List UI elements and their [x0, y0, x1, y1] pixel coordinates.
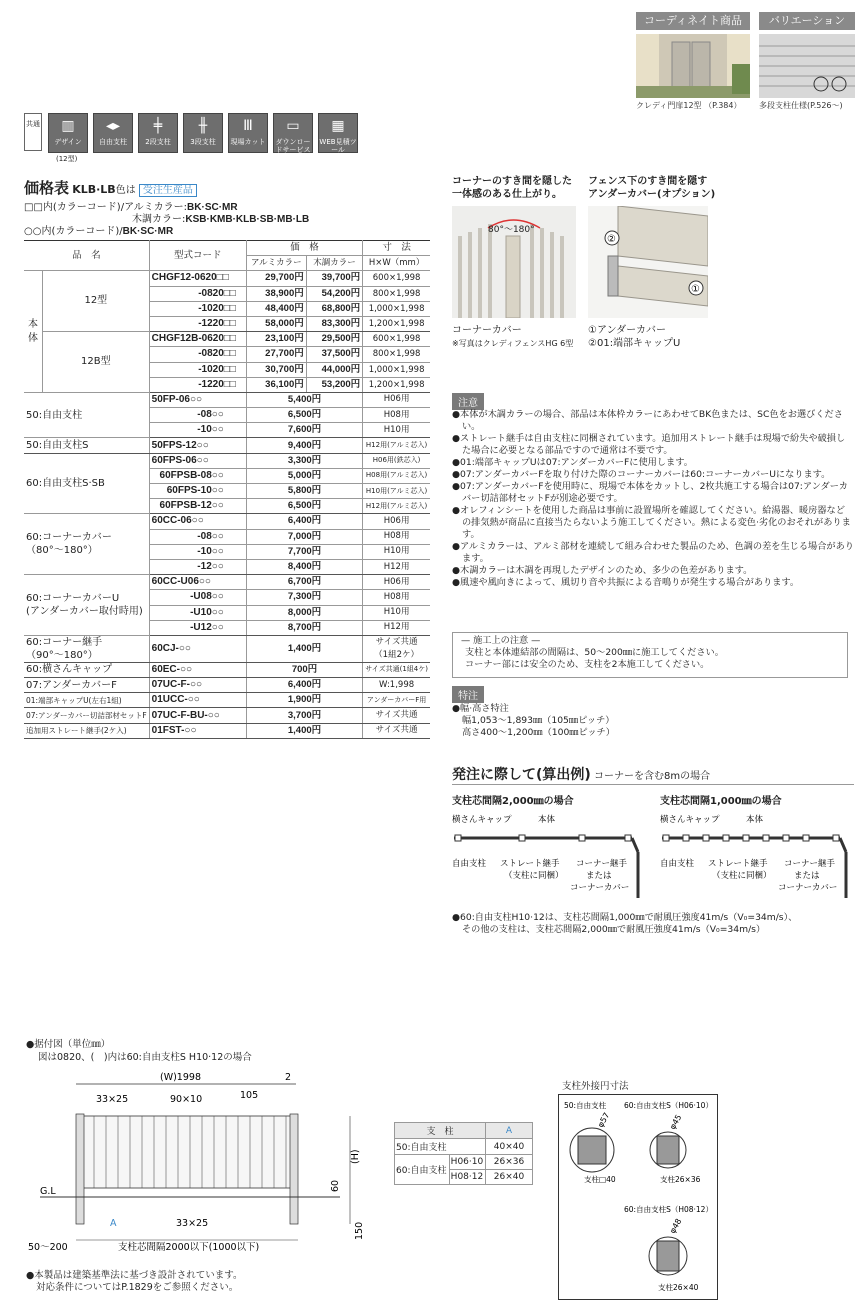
construction-box-line-2: コーナー部には安全のため、支柱を2本施工してください。	[465, 659, 710, 670]
table-row	[24, 392, 430, 407]
table-row	[24, 693, 430, 708]
corner-cover-label: コーナーカバー	[452, 325, 522, 336]
group-name: 60:横さんキャップ	[24, 662, 149, 677]
size: 1,200×1,998	[363, 316, 430, 331]
caution-item: ●木調カラーは木調を再現したデザインのため、多少の色差があります。	[452, 565, 753, 576]
caution-item: ●ストレート継手は自由支柱に同梱されています。追加用ストレート継手は現場で紛失や破損した場合に必要となる部品ですので通常は不要です。	[452, 433, 846, 456]
feature-label: 現場カット	[230, 138, 266, 146]
svg-text:(H): (H)	[350, 1149, 361, 1164]
size: サイズ共通	[363, 708, 430, 723]
model-code: CHGF12B-0620□□	[149, 332, 246, 347]
price-wood: 53,200円	[306, 377, 362, 392]
under-cover-label-1: ①アンダーカバー	[588, 325, 666, 336]
size: 1,200×1,998	[363, 377, 430, 392]
svg-text:コーナーカバー: コーナーカバー	[778, 883, 838, 893]
model-code: -1220□□	[149, 377, 246, 392]
svg-text:自由支柱: 自由支柱	[452, 859, 487, 869]
price: 8,400円	[246, 559, 362, 574]
model-code: 60EC-○○	[149, 662, 246, 677]
feature-label: 2段支柱	[145, 138, 171, 146]
price: 5,000円	[246, 468, 362, 483]
size: 600×1,998	[363, 271, 430, 286]
svg-text:60: 60	[330, 1179, 341, 1192]
table-row	[24, 271, 430, 286]
price-alumi: 30,700円	[246, 362, 306, 377]
construction-box-title: — 施工上の注意 —	[461, 635, 541, 646]
price-wood: 44,000円	[306, 362, 362, 377]
svg-text:コーナー継手: コーナー継手	[784, 859, 836, 869]
header-alumi: アルミカラー	[246, 256, 306, 271]
group-name: 追加用ストレート継手(2ケ入)	[24, 723, 149, 738]
size: H08用	[363, 590, 430, 605]
model-code: -0820□□	[149, 347, 246, 362]
post-table: 支 柱 A 50:自由支柱 40×40 60:自由支柱 H06·10 26×36 H08·12 26×40	[394, 1122, 533, 1185]
group-name: 50:自由支柱S	[24, 438, 149, 453]
install-head: ●据付図（単位㎜）	[26, 1039, 111, 1050]
model-code: -10○○	[149, 423, 246, 438]
header-code: 型式コード	[149, 241, 246, 271]
table-row	[24, 708, 430, 723]
model-code: 60CC-06○○	[149, 514, 246, 529]
group-name: 01:端部キャップU(左右1組)	[24, 693, 149, 708]
install-sub: 図は0820、( )内は60:自由支柱S H10·12の場合	[38, 1052, 252, 1063]
svg-text:ストレート継手: ストレート継手	[708, 859, 768, 869]
model-code: 60CJ-○○	[149, 635, 246, 662]
price-alumi: 27,700円	[246, 347, 306, 362]
order-right-head: 支柱芯間隔1,000㎜の場合	[660, 796, 782, 807]
feature-label: デザイン	[54, 138, 82, 146]
svg-text:横さんキャップ: 横さんキャップ	[452, 815, 512, 825]
under-mark-1: ①	[691, 284, 700, 295]
price: 8,000円	[246, 605, 362, 620]
svg-text:(W)1998: (W)1998	[160, 1072, 201, 1083]
price-alumi: 48,400円	[246, 301, 306, 316]
made-to-order-badge: 受注生産品	[139, 184, 197, 197]
body-label: 本体	[24, 271, 43, 393]
size: H08用	[363, 408, 430, 423]
svg-text:コーナー継手: コーナー継手	[576, 859, 628, 869]
price-title-models: KLB·LB	[72, 183, 116, 196]
price: 7,300円	[246, 590, 362, 605]
svg-text:φ48: φ48	[667, 1217, 684, 1235]
group-name: 12型	[43, 271, 150, 332]
price: 6,400円	[246, 514, 362, 529]
price: 1,400円	[246, 723, 362, 738]
table-row	[24, 678, 430, 693]
feature-icon-0	[48, 113, 88, 153]
svg-text:ストレート継手: ストレート継手	[500, 859, 560, 869]
corner-angle: 80°〜180°	[488, 225, 535, 235]
model-code: 07UC-F-○○	[149, 678, 246, 693]
feature-label: ダウンロードサービス	[275, 138, 311, 154]
order-subtitle: コーナーを含む8mの場合	[593, 771, 711, 782]
coordinate-header: コーディネイト商品	[636, 12, 750, 30]
svg-text:A: A	[110, 1218, 117, 1229]
table-row	[24, 723, 430, 738]
feature-icon-3	[183, 113, 223, 153]
feature-label: 3段支柱	[190, 138, 216, 146]
construction-box-line-1: 支柱と本体連結部の間隔は、50〜200㎜に施工してください。	[465, 647, 724, 658]
table-row	[24, 662, 430, 677]
caution-tag: 注意	[452, 393, 484, 410]
svg-text:（支柱に同梱）: （支柱に同梱）	[712, 871, 772, 881]
price: 1,900円	[246, 693, 362, 708]
construction-box	[452, 632, 848, 678]
header-price: 価 格	[246, 241, 362, 256]
table-row	[24, 514, 430, 529]
install-foot: ●本製品は建築基準法に基づき設計されています。 対応条件についてはP.1829をご参照ください。	[26, 1270, 243, 1293]
feature-icon-5	[273, 113, 313, 153]
price-wood: 39,700円	[306, 271, 362, 286]
price: 5,800円	[246, 484, 362, 499]
model-code: -1220□□	[149, 316, 246, 331]
model-code: 60FPS-06○○	[149, 453, 246, 468]
header-wood: 木調カラー	[306, 256, 362, 271]
feature-glyph-icon: ▥	[61, 118, 75, 134]
svg-text:または: または	[794, 871, 820, 881]
size: H10用	[363, 544, 430, 559]
svg-text:または: または	[586, 871, 612, 881]
model-code: 01FST-○○	[149, 723, 246, 738]
svg-text:2: 2	[285, 1072, 292, 1083]
corner-title: コーナーのすき間を隠した 一体感のある仕上がり。	[452, 176, 572, 200]
size: サイズ共通 （1組2ケ）	[363, 635, 430, 662]
svg-text:本体: 本体	[538, 815, 556, 825]
price-table	[24, 240, 430, 739]
price: 3,300円	[246, 453, 362, 468]
price: 3,700円	[246, 708, 362, 723]
size: サイズ共通(1組4ケ)	[363, 662, 430, 677]
model-code: -U10○○	[149, 605, 246, 620]
svg-text:60:自由支柱S（H08·12）: 60:自由支柱S（H08·12）	[624, 1205, 713, 1214]
size: 600×1,998	[363, 332, 430, 347]
svg-text:105: 105	[240, 1090, 259, 1101]
svg-text:50:自由支柱: 50:自由支柱	[564, 1101, 607, 1110]
order-diagram	[448, 808, 858, 910]
model-code: 60FPS-10○○	[149, 484, 246, 499]
price-wood: 68,800円	[306, 301, 362, 316]
common-label: 共通	[24, 113, 42, 151]
group-name: 07:アンダーカバーF	[24, 678, 149, 693]
price-alumi: 38,900円	[246, 286, 306, 301]
svg-text:60:自由支柱S（H06·10）: 60:自由支柱S（H06·10）	[624, 1101, 713, 1110]
price-alumi: 36,100円	[246, 377, 306, 392]
feature-label: WEB見積ツール	[319, 138, 357, 154]
size: 1,000×1,998	[363, 301, 430, 316]
size: H12用	[363, 559, 430, 574]
circle-title: 支柱外接円寸法	[562, 1081, 629, 1092]
table-row	[24, 332, 430, 347]
model-code: -1020□□	[149, 362, 246, 377]
variation-header: バリエーション	[759, 12, 855, 30]
price-alumi: 58,000円	[246, 316, 306, 331]
svg-text:支柱26×40: 支柱26×40	[658, 1283, 699, 1292]
group-name: 12B型	[43, 332, 150, 393]
size: H08用(アルミ芯入)	[363, 468, 430, 483]
corner-cover-image	[452, 206, 576, 318]
caution-item: ●本体が木調カラーの場合、部品は本体枠カラーにあわせてBK色または、SC色をお選びください。	[452, 409, 843, 432]
coordinate-caption: クレディ門扉12型 （P.384）	[636, 101, 742, 110]
size: H06用	[363, 575, 430, 590]
color-line-1: □□内(カラーコード)/アルミカラー:BK·SC·MR	[24, 202, 238, 213]
price: 8,700円	[246, 620, 362, 635]
svg-text:支柱□40: 支柱□40	[584, 1175, 616, 1184]
svg-text:150: 150	[354, 1221, 365, 1240]
price-alumi: 23,100円	[246, 332, 306, 347]
model-code: -08○○	[149, 408, 246, 423]
header-name: 品 名	[24, 241, 149, 271]
svg-text:33×25: 33×25	[96, 1094, 129, 1105]
price-alumi: 29,700円	[246, 271, 306, 286]
feature-glyph-icon: ◂▸	[105, 118, 121, 134]
price: 6,400円	[246, 678, 362, 693]
price: 6,500円	[246, 499, 362, 514]
price-title-suffix: 色は	[115, 185, 136, 196]
size: H06用(鉄芯入)	[363, 453, 430, 468]
model-code: -10○○	[149, 544, 246, 559]
size: 800×1,998	[363, 286, 430, 301]
price-title: 価格表	[24, 179, 70, 197]
caution-item: ●アルミカラーは、アルミ部材を連続して組み合わせた製品のため、色調の差を生じる場合があります。	[452, 541, 854, 564]
price: 7,000円	[246, 529, 362, 544]
model-code: -1020□□	[149, 301, 246, 316]
price: 1,400円	[246, 635, 362, 662]
svg-text:G.L: G.L	[40, 1186, 56, 1197]
model-code: -0820□□	[149, 286, 246, 301]
size: H06用	[363, 392, 430, 407]
size: H10用	[363, 605, 430, 620]
svg-text:50〜200: 50〜200	[28, 1242, 68, 1253]
size: W:1,998	[363, 678, 430, 693]
price-wood: 37,500円	[306, 347, 362, 362]
svg-text:支柱26×36: 支柱26×36	[660, 1175, 701, 1184]
size: H12用(アルミ芯入)	[363, 499, 430, 514]
model-code: 60CC-U06○○	[149, 575, 246, 590]
caution-item: ●風速や風向きによって、風切り音や共振による音鳴りが発生する場合があります。	[452, 577, 800, 588]
under-cover-label-2: ②01:端部キャップU	[588, 338, 681, 349]
price-wood: 29,500円	[306, 332, 362, 347]
install-drawing	[20, 1064, 380, 1264]
feature-icon-1	[93, 113, 133, 153]
svg-text:自由支柱: 自由支柱	[660, 859, 695, 869]
price: 700円	[246, 662, 362, 677]
group-name: 60:自由支柱S·SB	[24, 453, 149, 514]
feature-glyph-icon: ╫	[198, 118, 208, 134]
table-row	[24, 635, 430, 662]
price-wood: 54,200円	[306, 286, 362, 301]
caution-item: ●01:端部キャップUは07:アンダーカバーFに使用します。	[452, 457, 693, 468]
size: H06用	[363, 514, 430, 529]
svg-text:（支柱に同梱）: （支柱に同梱）	[504, 871, 564, 881]
model-code: -U12○○	[149, 620, 246, 635]
gate-photo	[636, 34, 750, 98]
header-size: 寸 法	[363, 241, 430, 256]
caution-notes	[452, 409, 854, 589]
svg-text:90×10: 90×10	[170, 1094, 203, 1105]
price: 5,400円	[246, 392, 362, 407]
feature-label: 自由支柱	[99, 138, 127, 146]
variation-photo	[759, 34, 855, 98]
model-code: 50FP-06○○	[149, 392, 246, 407]
table-row	[24, 438, 430, 453]
caution-item: ●07:アンダーカバーFを使用時に、現場で本体をカットし、2枚共施工する場合は07:アンダーカバー切詰部材セットFが別途必要です。	[452, 481, 848, 504]
under-cover-image	[588, 206, 708, 318]
svg-text:φ57: φ57	[595, 1111, 612, 1129]
table-row	[24, 453, 430, 468]
price: 7,600円	[246, 423, 362, 438]
order-title-row	[452, 764, 854, 785]
price: 9,400円	[246, 438, 362, 453]
order-note: ●60:自由支柱H10·12は、支柱芯間隔1,000㎜で耐風圧強度41m/s（V₀=34m/s）、 その他の支柱は、支柱芯間隔2,000㎜で耐風圧強度41m/s（V₀=34m/s）	[452, 912, 798, 935]
order-left-head: 支柱芯間隔2,000㎜の場合	[452, 796, 574, 807]
svg-text:コーナーカバー: コーナーカバー	[570, 883, 630, 893]
model-code: 60FPSB-08○○	[149, 468, 246, 483]
size: H12用(アルミ芯入)	[363, 438, 430, 453]
header-size-unit: H×W（mm）	[363, 256, 430, 271]
feature-glyph-icon: ▦	[331, 118, 345, 134]
feature-icon-4	[228, 113, 268, 153]
under-mark-2: ②	[607, 234, 616, 245]
feature-glyph-icon: ╪	[153, 118, 163, 134]
caution-item: ●オレフィンシートを使用した商品は事前に設置場所を確認してください。給湯器、暖房器などの排気熱が商品に直接当たらないよう施工してください。熱による変色·劣化のおそれがあります。	[452, 505, 851, 540]
special-order-notes: ●幅·高さ特注 幅1,053〜1,893㎜（105㎜ピッチ） 高さ400〜1,200㎜（100㎜ピッチ）	[452, 703, 615, 738]
model-code: 60FPSB-12○○	[149, 499, 246, 514]
table-row	[24, 575, 430, 590]
caution-item: ●07:アンダーカバーFを取り付けた際のコーナーカバーは60:コーナーカバーUになります。	[452, 469, 831, 480]
svg-text:本体: 本体	[746, 815, 764, 825]
size: H10用	[363, 423, 430, 438]
model-code: -08○○	[149, 529, 246, 544]
price-title-row	[24, 177, 197, 198]
model-code: 50FPS-12○○	[149, 438, 246, 453]
circle-dimensions	[558, 1094, 718, 1300]
variation-caption: 多段支柱仕様(P.526〜)	[759, 101, 843, 110]
svg-text:横さんキャップ: 横さんキャップ	[660, 815, 720, 825]
model-code: 07UC-F-BU-○○	[149, 708, 246, 723]
model-code: -U08○○	[149, 590, 246, 605]
size: H08用	[363, 529, 430, 544]
size: サイズ共通	[363, 723, 430, 738]
model-code: -12○○	[149, 559, 246, 574]
feature-sub: (12型)	[56, 155, 78, 163]
feature-icon-6	[318, 113, 358, 153]
group-name: 60:コーナーカバー （80°〜180°）	[24, 514, 149, 575]
price: 7,700円	[246, 544, 362, 559]
size: 1,000×1,998	[363, 362, 430, 377]
corner-photo-note: ※写真はクレディフェンスHG 6型	[452, 339, 574, 348]
color-line-3: ○○内(カラーコード)/BK·SC·MR	[24, 226, 174, 237]
color-line-2: 木調カラー:KSB·KMB·KLB·SB·MB·LB	[132, 214, 310, 225]
svg-text:支柱芯間隔2000以下(1000以下): 支柱芯間隔2000以下(1000以下)	[118, 1242, 260, 1253]
order-title: 発注に際して(算出例)	[452, 767, 591, 783]
svg-text:33×25: 33×25	[176, 1218, 209, 1229]
under-title: フェンス下のすき間を隠す アンダーカバー(オプション)	[588, 176, 716, 200]
size: H10用(アルミ芯入)	[363, 484, 430, 499]
group-name: 07:アンダーカバー切詰部材セットF	[24, 708, 149, 723]
size: H12用	[363, 620, 430, 635]
model-code: CHGF12-0620□□	[149, 271, 246, 286]
model-code: 01UCC-○○	[149, 693, 246, 708]
price: 6,500円	[246, 408, 362, 423]
size: 800×1,998	[363, 347, 430, 362]
price: 6,700円	[246, 575, 362, 590]
price-wood: 83,300円	[306, 316, 362, 331]
group-name: 50:自由支柱	[24, 392, 149, 438]
group-name: 60:コーナー継手 （90°〜180°）	[24, 635, 149, 662]
size: アンダーカバーF用	[363, 693, 430, 708]
feature-glyph-icon: ▭	[286, 118, 300, 134]
special-order-tag: 特注	[452, 686, 484, 703]
svg-text:φ45: φ45	[667, 1113, 684, 1131]
group-name: 60:コーナーカバーU (アンダーカバー取付時用)	[24, 575, 149, 636]
feature-glyph-icon: Ⅲ	[243, 118, 253, 134]
feature-icon-2	[138, 113, 178, 153]
